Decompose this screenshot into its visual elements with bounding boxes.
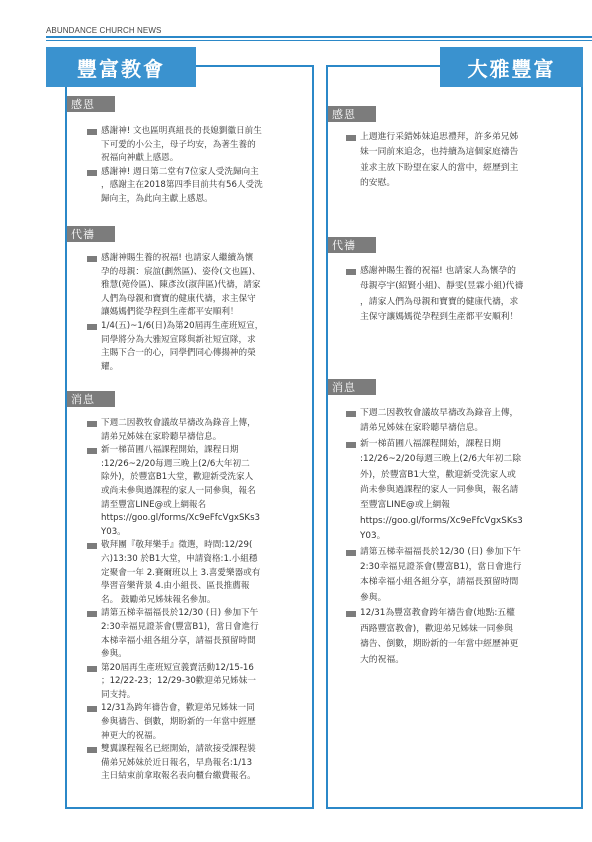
- list-item: 12/31為跨年禱告會，歡迎弟兄姊妹一同 參與禱告、倒數，期盼新的一年當中經歷 神更大的祝福。: [85, 702, 313, 743]
- list-item: 感謝神! 文也區明真組長的長媳劉徽日前生 下可愛的小公主，母子均安，為著生養的 祝福向神獻上感恩。: [85, 125, 313, 166]
- list-item: 新一梯苗圃八福課程開始，課程日期 :12/26~2/20每週三晚上(2/6大年初二除 外)，於豐富B1大堂，歡迎新受洗家人或 尚未參與過課程的家人一同參與，報名請 至豐富LINE@或上網報 https://goo.gl/forms/Xc9eFfcVgxSKs3 Y03。: [344, 437, 580, 545]
- right-news-list: [344, 406, 580, 668]
- list-item: 感謝神! 週日第二堂有7位家人受洗歸向主 ，感謝主在2018第四季目前共有56人受洗 歸向主，為此向主獻上感恩。: [85, 166, 313, 207]
- list-item: 新一梯苗圃八福課程開始，課程日期 :12/26~2/20每週三晚上(2/6大年初二 除外)，於豐富B1大堂，歡迎新受洗家人 或尚未參與過課程的家人一同參與，報名 請至豐富LINE@或上網報名 https://goo.gl/forms/Xc9eFfcVgxSKs3 Y03。: [85, 444, 313, 539]
- left-thanks-list: [85, 125, 313, 207]
- right-column-title: 大雅豐富: [440, 47, 583, 87]
- list-item: 第20屆再生產班短宣義賣活動12/15-16 ；12/22-23；12/29-30歡迎弟兄姊妹一 同支持。: [85, 662, 313, 703]
- list-item: 感謝神賜生養的祝福! 也請家人為懷孕的 母親亭宇(紹賢小組)、靜雯(昱霖小組)代禱 ，請家人們為母親和寶寶的健康代禱，求 主保守讓媽媽從孕程到生產都平安順利！: [344, 264, 580, 326]
- left-section-label-prayer: 代禱: [67, 226, 115, 242]
- list-item: 雙翼課程報名已經開始，請欲接受課程裝 備弟兄姊妹於近日報名，早鳥報名:1/13 主日結束前拿取報名表向櫃台繳費報名。: [85, 743, 313, 784]
- left-news-list: [85, 417, 313, 784]
- list-item: 敬拜團『敬拜樂手』徵選，時間:12/29( 六)13:30 於B1大堂，申請資格:1.小組穩 定聚會一年 2.賽爾班以上 3.喜愛樂器或有 學習音樂背景 4.由小組長、區長推薦報 名。 鼓勵弟兄姊妹報名參加。: [85, 539, 313, 607]
- newsletter-brand: ABUNDANCE CHURCH NEWS: [46, 26, 162, 35]
- list-item: 下週二因教牧會議故早禱改為錄音上傳， 請弟兄姊妹在家聆聽早禱信息。: [344, 406, 580, 437]
- left-section-label-news: 消息: [67, 391, 115, 407]
- right-section-label-prayer: 代禱: [328, 237, 376, 253]
- list-item: 上週進行采錯姊妹追思禮拜，許多弟兄姊 妹一同前來追念，也持續為這個家庭禱告 並求主放下盼望在家人的當中，經歷到主 的安慰。: [344, 130, 580, 192]
- right-thanks-list: [344, 130, 580, 192]
- list-item: 1/4(五)~1/6(日)為第20屆再生產班短宣， 同學將分為大雅短宣隊與新社短宣隊，求 主賜下合一的心，同學們同心傳揚神的榮 耀。: [85, 320, 313, 374]
- right-section-label-thanks: 感恩: [328, 106, 376, 122]
- list-item: 12/31為豐富教會跨年禱告會(地點:五權 西路豐富教會)，歡迎弟兄姊妹一同參與 禱告、倒數，期盼新的一年當中經歷神更 大的祝福。: [344, 606, 580, 668]
- list-item: 請第五梯幸福福長於12/30 (日) 參加下午 2:30幸福見證茶會(豐富B1)，當日會進行 本梯幸福小組各組分享，請福長預留時間 參與。: [85, 607, 313, 661]
- list-item: 下週二因教牧會議故早禱改為錄音上傳， 請弟兄姊妹在家聆聽早禱信息。: [85, 417, 313, 444]
- list-item: 感謝神賜生養的祝福! 也請家人繼續為懷 孕的母親：宸誼(劃然區)、姿伶(文也區)、 雅慧(菀伶區)、陳彥汝(淑萍區)代禱，請家 人們為母親和寶寶的健康代禱，求主保守 讓媽媽們從孕程到生產都平安順利！: [85, 252, 313, 320]
- left-column-title: 豐富教會: [46, 47, 196, 87]
- left-prayer-list: [85, 252, 313, 374]
- list-item: 請第五梯幸福福長於12/30 (日) 參加下午 2:30幸福見證茶會(豐富B1)，當日會進行 本梯幸福小組各組分享，請福長預留時間 參與。: [344, 545, 580, 607]
- right-prayer-list: [344, 264, 580, 326]
- right-section-label-news: 消息: [328, 379, 376, 395]
- header-rule-thin: [46, 40, 592, 41]
- left-section-label-thanks: 感恩: [67, 96, 115, 112]
- header-rule: [46, 36, 592, 38]
